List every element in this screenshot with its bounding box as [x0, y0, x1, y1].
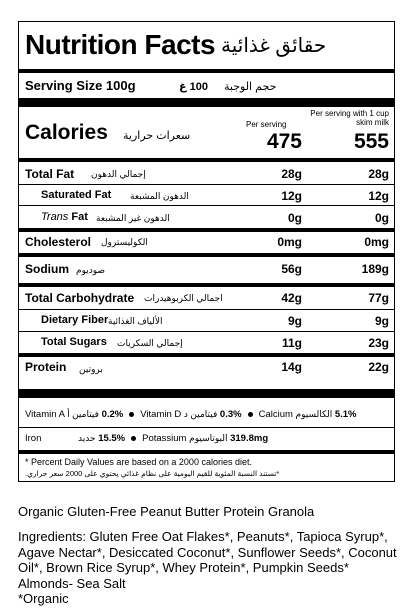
nutrient-name-arabic: الكوليسترول — [101, 237, 148, 247]
nutrient-name: Dietary Fiber — [41, 314, 109, 326]
nutrient-name-trans-fat — [41, 211, 88, 223]
nutrient-value-with-milk: 77g — [368, 291, 389, 305]
calcium-label-arabic: الكالسيوم — [295, 409, 333, 419]
nutrient-name-arabic: الدهون غير المشبعة — [96, 213, 170, 223]
nutrient-value-per-serving: 9g — [287, 314, 302, 328]
nutrient-value-per-serving: 42g — [281, 291, 302, 305]
calories-label-arabic: سعرات حرارية — [123, 130, 191, 142]
nutrient-name-arabic: بروتين — [79, 364, 103, 374]
calories-col1-header: Per serving — [246, 120, 287, 129]
nutrient-name: Sodium — [25, 262, 69, 276]
divider — [19, 184, 394, 185]
calcium-label: Calcium — [258, 409, 293, 420]
vitamin-row-1 — [25, 409, 357, 420]
calories-label: Calories — [25, 121, 108, 144]
divider — [19, 158, 394, 162]
label-title-arabic: حقائق غذائية — [221, 35, 327, 57]
vitamin-d-label-arabic: فيتامين د — [183, 409, 218, 419]
nutrient-name: Protein — [25, 360, 67, 374]
nutrient-name-arabic: الدهون المشبعة — [130, 191, 189, 201]
divider — [19, 353, 394, 357]
divider — [19, 228, 394, 232]
nutrient-value-with-milk: 22g — [368, 360, 389, 374]
nutrient-value-with-milk: 0mg — [364, 235, 389, 249]
divider — [19, 205, 394, 206]
nutrient-name-italic: Trans — [41, 211, 69, 223]
bullet-icon — [131, 436, 136, 441]
serving-size-label-arabic: حجم الوجبة — [224, 81, 277, 93]
nutrient-name-arabic: إجمالي السكريات — [117, 338, 183, 348]
vitamin-a-value: 0.2% — [101, 409, 124, 420]
nutrient-name: Total Carbohydrate — [25, 291, 135, 305]
nutrient-value-with-milk: 12g — [368, 189, 389, 203]
ingredients-text: Ingredients: Gluten Free Oat Flakes*, Peanuts*, Tapioca Syrup*, Agave Nectar*, Desiccated Coconut*, Sunflower Seeds*, Coconut Oil*, Brown Rice Syrup*, Whey Protein*, Pumpkin Seeds* Almonds- Sea Salt — [18, 529, 397, 591]
nutrient-name: Total Fat — [25, 167, 75, 181]
nutrient-name-arabic: الألياف الغذائية — [108, 316, 163, 326]
nutrient-name: Cholesterol — [25, 235, 92, 249]
calories-value-with-milk: 555 — [353, 130, 389, 153]
calories-value-per-serving: 475 — [266, 130, 302, 153]
divider — [19, 98, 394, 107]
vitamin-d-value: 0.3% — [219, 409, 242, 420]
nutrient-name-arabic: صوديوم — [76, 265, 106, 275]
iron-label: Iron — [25, 433, 42, 444]
calories-col2-header: Per serving with 1 cup skim milk — [310, 109, 389, 127]
label-title: Nutrition Facts — [25, 29, 216, 60]
divider — [19, 389, 394, 398]
footnote-english: * Percent Daily Values are based on a 2000 calories diet. — [25, 457, 252, 467]
vitamin-row-2 — [25, 433, 268, 444]
potassium-label: Potassium — [142, 433, 187, 444]
product-name: Organic Gluten-Free Peanut Butter Protein Granola — [18, 504, 315, 519]
nutrient-value-per-serving: 56g — [281, 262, 302, 276]
divider — [19, 331, 394, 332]
calcium-value: 5.1% — [334, 409, 357, 420]
nutrient-name-arabic: إجمالي الدهون — [91, 169, 146, 179]
nutrient-value-per-serving: 0g — [287, 211, 302, 225]
serving-size-amount-arabic: 100 غ — [179, 81, 208, 93]
nutrient-value-with-milk: 9g — [374, 314, 389, 328]
divider — [19, 283, 394, 287]
nutrient-name: Saturated Fat — [41, 189, 112, 201]
divider — [19, 309, 394, 310]
nutrition-label — [18, 21, 395, 482]
nutrient-name: Fat — [68, 211, 88, 223]
divider — [19, 450, 394, 454]
vitamin-a-label-arabic: فيتامين أ — [67, 409, 99, 419]
nutrient-value-per-serving: 12g — [281, 189, 302, 203]
iron-value: 15.5% — [98, 433, 126, 444]
divider — [19, 427, 394, 428]
potassium-label-arabic: البوتاسيوم — [189, 433, 228, 443]
iron-label-arabic: حديد — [78, 433, 96, 443]
nutrient-value-per-serving: 11g — [281, 336, 302, 350]
serving-size-label: Serving Size 100g — [25, 78, 136, 93]
nutrient-value-with-milk: 189g — [361, 262, 389, 276]
nutrient-value-with-milk: 23g — [368, 336, 389, 350]
footnote-arabic: *تستند النسبة المئوية للقيم اليومية على نظام غذائي يحتوي على 2000 سعر حراري. — [25, 469, 280, 478]
ingredients-block — [18, 529, 398, 607]
divider — [19, 69, 394, 73]
divider — [19, 253, 394, 257]
nutrient-value-with-milk: 0g — [374, 211, 389, 225]
nutrient-value-with-milk: 28g — [368, 167, 389, 181]
vitamin-d-label: Vitamin D — [140, 409, 182, 420]
nutrient-name: Total Sugars — [41, 336, 107, 348]
title-row — [25, 28, 387, 66]
bullet-icon — [248, 412, 253, 417]
potassium-value: 319.8mg — [230, 433, 269, 444]
bullet-icon — [129, 412, 134, 417]
nutrient-value-per-serving: 28g — [281, 167, 302, 181]
nutrient-value-per-serving: 14g — [281, 360, 302, 374]
vitamin-a-label: Vitamin A — [25, 409, 65, 420]
nutrient-value-per-serving: 0mg — [277, 235, 302, 249]
organic-note: *Organic — [18, 591, 69, 606]
nutrient-name-arabic: اجمالي الكربوهيدرات — [144, 293, 223, 303]
